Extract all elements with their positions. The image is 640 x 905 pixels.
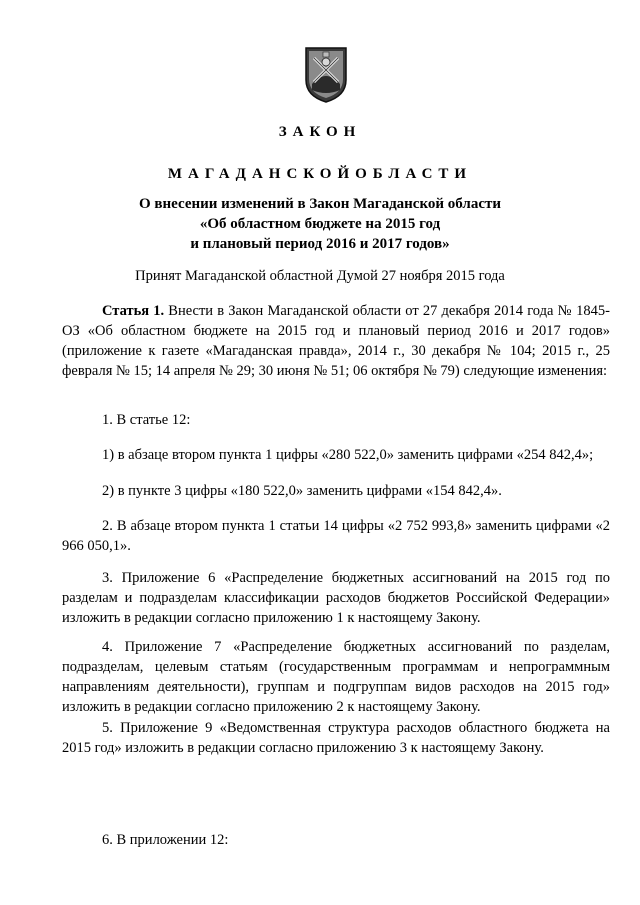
region-title: МАГАДАНСКОЙОБЛАСТИ bbox=[167, 166, 473, 182]
article-label: Статья 1. bbox=[102, 303, 165, 319]
adoption-note: Принят Магаданской областной Думой 27 ноября 2015 года bbox=[135, 268, 505, 284]
heading-line: О внесении изменений в Закон Магаданской области bbox=[139, 196, 501, 212]
paragraph-4: 4. Приложение 7 «Распределение бюджетных ассигнований по разделам, подразделам, целевым статьям (государственным программам и непрограммным направлениям деятельности), группам и подгруппам видов расходов на 2015 год» изложить в редакции согласно приложению 2 к настоящему Закону. bbox=[62, 639, 610, 715]
article-text: Внести в Закон Магаданской области от 27 декабря 2014 года № 1845-ОЗ «Об областном бюджете на 2015 год и плановый период 2016 и 2017 годов» (приложение к газете «Магаданская правда», 2014 г., 30 декабря № 104; 2015 г., 25 февраля № 15; 14 апреля № 29; 30 июня № 51; 06 октября № 79) следующие изменения: bbox=[62, 303, 611, 379]
heading-line: «Об областном бюджете на 2015 год bbox=[199, 216, 441, 232]
paragraph-1: 1. В статье 12: bbox=[102, 412, 191, 428]
subparagraph-1-1: 1) в абзаце втором пункта 1 цифры «280 522,0» заменить цифрами «254 842,4»; bbox=[102, 447, 594, 463]
paragraph-6: 6. В приложении 12: bbox=[102, 832, 229, 848]
paragraph-2: 2. В абзаце втором пункта 1 статьи 14 цифры «2 752 993,8» заменить цифрами «2 966 050,1». bbox=[62, 518, 610, 554]
heading-line: и плановый период 2016 и 2017 годов» bbox=[190, 236, 450, 252]
subparagraph-1-2: 2) в пункте 3 цифры «180 522,0» заменить цифрами «154 842,4». bbox=[102, 483, 502, 499]
article-1-paragraph bbox=[62, 301, 610, 381]
law-title: ЗАКОН bbox=[278, 124, 362, 140]
paragraph-3: 3. Приложение 6 «Распределение бюджетных ассигнований на 2015 год по разделам и подразделам классификации расходов бюджетов Российской Федерации» изложить в редакции согласно приложению 1 к настоящему Закону. bbox=[62, 570, 610, 626]
law-heading bbox=[0, 194, 640, 254]
paragraph-5: 5. Приложение 9 «Ведомственная структура расходов областного бюджета на 2015 год» изложить в редакции согласно приложению 3 к настоящему Закону. bbox=[62, 720, 610, 756]
coat-of-arms-icon bbox=[304, 46, 348, 104]
